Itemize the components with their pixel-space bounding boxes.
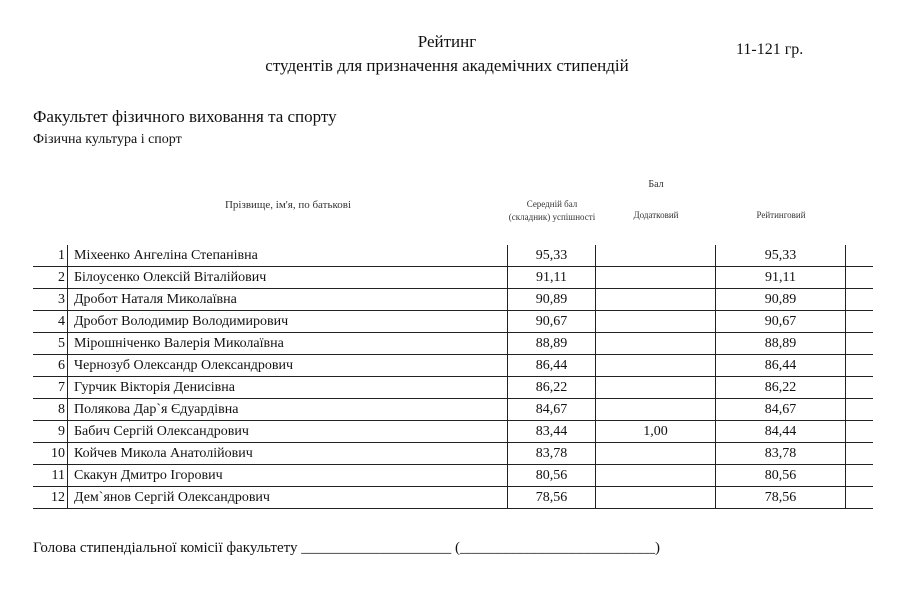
empty-cell bbox=[846, 245, 873, 267]
row-number: 2 bbox=[33, 267, 68, 289]
table-row bbox=[33, 487, 873, 509]
table-row bbox=[33, 333, 873, 355]
group-label: 11-121 гр. bbox=[736, 41, 804, 58]
column-header-average: Середній бал (складник) успішності bbox=[508, 199, 596, 222]
average-score: 84,67 bbox=[508, 399, 596, 421]
additional-score: 1,00 bbox=[596, 421, 716, 443]
student-name: Дем`янов Сергій Олександрович bbox=[68, 487, 508, 509]
document-subtitle: студентів для призначення академічних стипендій bbox=[265, 56, 629, 75]
average-score: 90,89 bbox=[508, 289, 596, 311]
row-number: 11 bbox=[33, 465, 68, 487]
row-number: 5 bbox=[33, 333, 68, 355]
column-header-name: Прізвище, ім'я, по батькові bbox=[224, 199, 352, 211]
student-name: Білоусенко Олексій Віталійович bbox=[68, 267, 508, 289]
rating-score: 84,44 bbox=[716, 421, 846, 443]
rating-score: 91,11 bbox=[716, 267, 846, 289]
additional-score bbox=[596, 355, 716, 377]
specialty-name: Фізична культура і спорт bbox=[33, 132, 182, 147]
rating-score: 83,78 bbox=[716, 443, 846, 465]
additional-score bbox=[596, 465, 716, 487]
additional-score bbox=[596, 289, 716, 311]
empty-cell bbox=[846, 355, 873, 377]
additional-score bbox=[596, 443, 716, 465]
row-number: 6 bbox=[33, 355, 68, 377]
rating-score: 90,89 bbox=[716, 289, 846, 311]
row-number: 12 bbox=[33, 487, 68, 509]
student-name: Гурчик Вікторія Денисівна bbox=[68, 377, 508, 399]
student-name: Дробот Володимир Володимирович bbox=[68, 311, 508, 333]
student-name: Полякова Дар`я Єдуардівна bbox=[68, 399, 508, 421]
faculty-name: Факультет фізичного виховання та спорту bbox=[33, 107, 337, 126]
empty-cell bbox=[846, 333, 873, 355]
empty-cell bbox=[846, 465, 873, 487]
signature-line: Голова стипендіальної комісії факультету ____________________ (__________________________) bbox=[33, 540, 660, 556]
row-number: 7 bbox=[33, 377, 68, 399]
empty-cell bbox=[846, 399, 873, 421]
student-name: Койчев Микола Анатолійович bbox=[68, 443, 508, 465]
average-score: 80,56 bbox=[508, 465, 596, 487]
student-name: Дробот Наталя Миколаївна bbox=[68, 289, 508, 311]
student-name: Скакун Дмитро Ігорович bbox=[68, 465, 508, 487]
average-score: 91,11 bbox=[508, 267, 596, 289]
empty-cell bbox=[846, 443, 873, 465]
rating-score: 90,67 bbox=[716, 311, 846, 333]
document-title: Рейтинг bbox=[417, 32, 477, 51]
student-name: Міхеенко Ангеліна Степанівна bbox=[68, 245, 508, 267]
average-score: 86,22 bbox=[508, 377, 596, 399]
column-header-rating: Рейтинговий bbox=[756, 210, 806, 220]
rating-score: 86,22 bbox=[716, 377, 846, 399]
additional-score bbox=[596, 333, 716, 355]
table-row bbox=[33, 377, 873, 399]
additional-score bbox=[596, 377, 716, 399]
table-row bbox=[33, 245, 873, 267]
table-row bbox=[33, 465, 873, 487]
student-name: Бабич Сергій Олександрович bbox=[68, 421, 508, 443]
column-header-additional: Додатковий bbox=[633, 210, 679, 220]
empty-cell bbox=[846, 377, 873, 399]
row-number: 4 bbox=[33, 311, 68, 333]
additional-score bbox=[596, 245, 716, 267]
table-row bbox=[33, 399, 873, 421]
table-row bbox=[33, 443, 873, 465]
empty-cell bbox=[846, 289, 873, 311]
rating-score: 95,33 bbox=[716, 245, 846, 267]
average-score: 78,56 bbox=[508, 487, 596, 509]
row-number: 10 bbox=[33, 443, 68, 465]
rating-score: 84,67 bbox=[716, 399, 846, 421]
average-score: 95,33 bbox=[508, 245, 596, 267]
table-row bbox=[33, 267, 873, 289]
additional-score bbox=[596, 267, 716, 289]
empty-cell bbox=[846, 267, 873, 289]
student-name: Чернозуб Олександр Олександрович bbox=[68, 355, 508, 377]
table-row bbox=[33, 355, 873, 377]
row-divider bbox=[33, 508, 873, 509]
average-score: 83,78 bbox=[508, 443, 596, 465]
row-number: 3 bbox=[33, 289, 68, 311]
rating-score: 86,44 bbox=[716, 355, 846, 377]
rating-score: 78,56 bbox=[716, 487, 846, 509]
average-score: 90,67 bbox=[508, 311, 596, 333]
empty-cell bbox=[846, 487, 873, 509]
student-name: Мірошніченко Валерія Миколаївна bbox=[68, 333, 508, 355]
empty-cell bbox=[846, 421, 873, 443]
row-number: 8 bbox=[33, 399, 68, 421]
table-row bbox=[33, 311, 873, 333]
empty-cell bbox=[846, 311, 873, 333]
additional-score bbox=[596, 311, 716, 333]
average-score: 88,89 bbox=[508, 333, 596, 355]
average-score: 83,44 bbox=[508, 421, 596, 443]
table-row bbox=[33, 289, 873, 311]
table-row bbox=[33, 421, 873, 443]
row-number: 9 bbox=[33, 421, 68, 443]
row-number: 1 bbox=[33, 245, 68, 267]
average-score: 86,44 bbox=[508, 355, 596, 377]
rating-score: 80,56 bbox=[716, 465, 846, 487]
column-group-header-bal: Бал bbox=[648, 179, 664, 190]
rating-score: 88,89 bbox=[716, 333, 846, 355]
additional-score bbox=[596, 399, 716, 421]
additional-score bbox=[596, 487, 716, 509]
